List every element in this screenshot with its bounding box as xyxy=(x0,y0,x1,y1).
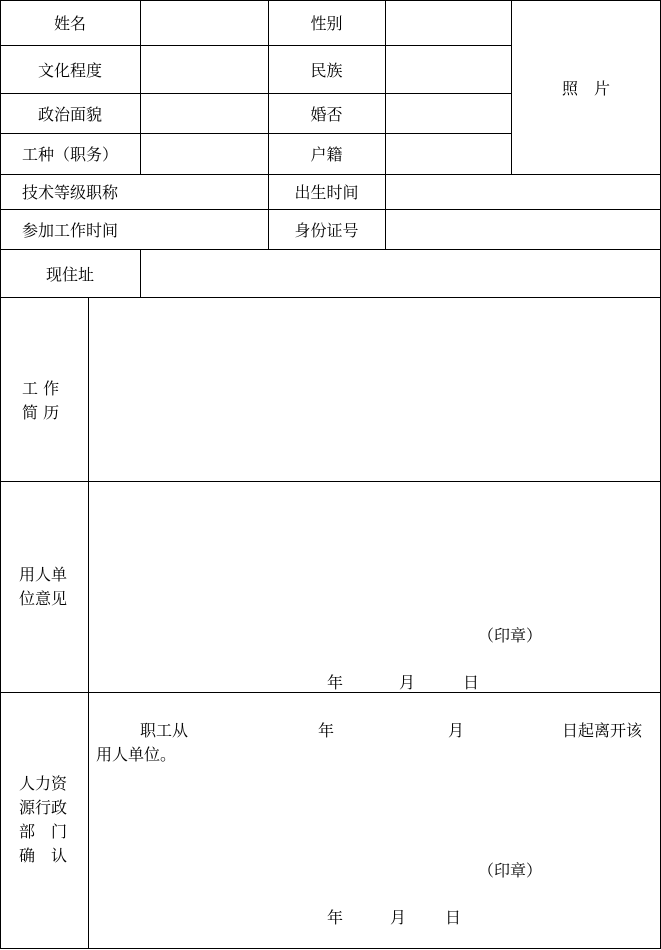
work-start-field[interactable] xyxy=(141,210,268,249)
hr-confirmation-label-line2: 源行政 xyxy=(19,798,68,817)
education-field[interactable] xyxy=(141,46,268,93)
job-type-field[interactable] xyxy=(141,134,268,174)
employer-opinion-label xyxy=(19,563,67,611)
employer-opinion-label-line2: 位意见 xyxy=(19,589,68,608)
marital-status-label: 婚否 xyxy=(310,104,343,124)
photo-box[interactable]: 照 片 xyxy=(561,78,610,98)
work-history-label xyxy=(22,377,59,425)
tech-grade-label: 技术等级职称 xyxy=(21,183,118,202)
id-number-label: 身份证号 xyxy=(294,220,359,240)
hukou-label: 户籍 xyxy=(310,145,343,164)
gender-field[interactable] xyxy=(386,1,511,45)
hr-date-day: 日 xyxy=(445,908,462,927)
employer-date-month: 月 xyxy=(399,673,416,692)
employer-date-day: 日 xyxy=(463,673,480,692)
hukou-field[interactable] xyxy=(386,134,511,174)
political-status-field[interactable] xyxy=(141,94,268,133)
id-number-field[interactable] xyxy=(386,210,660,249)
tech-grade-field[interactable] xyxy=(141,175,268,209)
border-line xyxy=(0,948,661,949)
birth-date-label: 出生时间 xyxy=(294,183,359,202)
birth-date-field[interactable] xyxy=(386,175,660,209)
hr-text-suffix: 日起离开该 xyxy=(562,721,643,740)
job-type-label: 工种（职务） xyxy=(21,145,118,164)
employer-date-year: 年 xyxy=(327,673,344,692)
hr-date-year: 年 xyxy=(327,908,344,927)
address-field[interactable] xyxy=(141,250,660,297)
name-field[interactable] xyxy=(141,1,268,45)
work-start-label: 参加工作时间 xyxy=(21,220,118,240)
hr-confirmation-label-line4: 确 认 xyxy=(19,846,68,865)
hr-confirmation-label-line1: 人力资 xyxy=(19,774,68,793)
work-history-label-line1: 工 作 xyxy=(22,379,60,398)
marital-status-field[interactable] xyxy=(386,94,511,133)
ethnicity-field[interactable] xyxy=(386,46,511,93)
name-label: 姓名 xyxy=(53,14,86,33)
political-status-label: 政治面貌 xyxy=(37,104,102,124)
employer-opinion-label-line1: 用人单 xyxy=(19,565,68,584)
gender-label: 性别 xyxy=(310,14,343,33)
hr-text-line2: 用人单位。 xyxy=(96,745,177,764)
address-label: 现住址 xyxy=(45,264,94,284)
work-history-field[interactable] xyxy=(89,298,660,481)
education-label: 文化程度 xyxy=(37,60,102,80)
work-history-label-line2: 简 历 xyxy=(22,403,60,422)
hr-text-year: 年 xyxy=(318,721,335,740)
hr-seal-label: （印章） xyxy=(478,861,543,880)
employer-seal-label: （印章） xyxy=(478,626,543,645)
hr-text-prefix: 职工从 xyxy=(140,721,189,740)
hr-date-month: 月 xyxy=(390,908,407,927)
ethnicity-label: 民族 xyxy=(310,60,343,80)
hr-confirmation-label-line3: 部 门 xyxy=(19,822,68,841)
hr-text-month: 月 xyxy=(448,721,465,740)
employer-opinion-field[interactable] xyxy=(89,482,660,692)
hr-confirmation-label xyxy=(19,772,67,868)
